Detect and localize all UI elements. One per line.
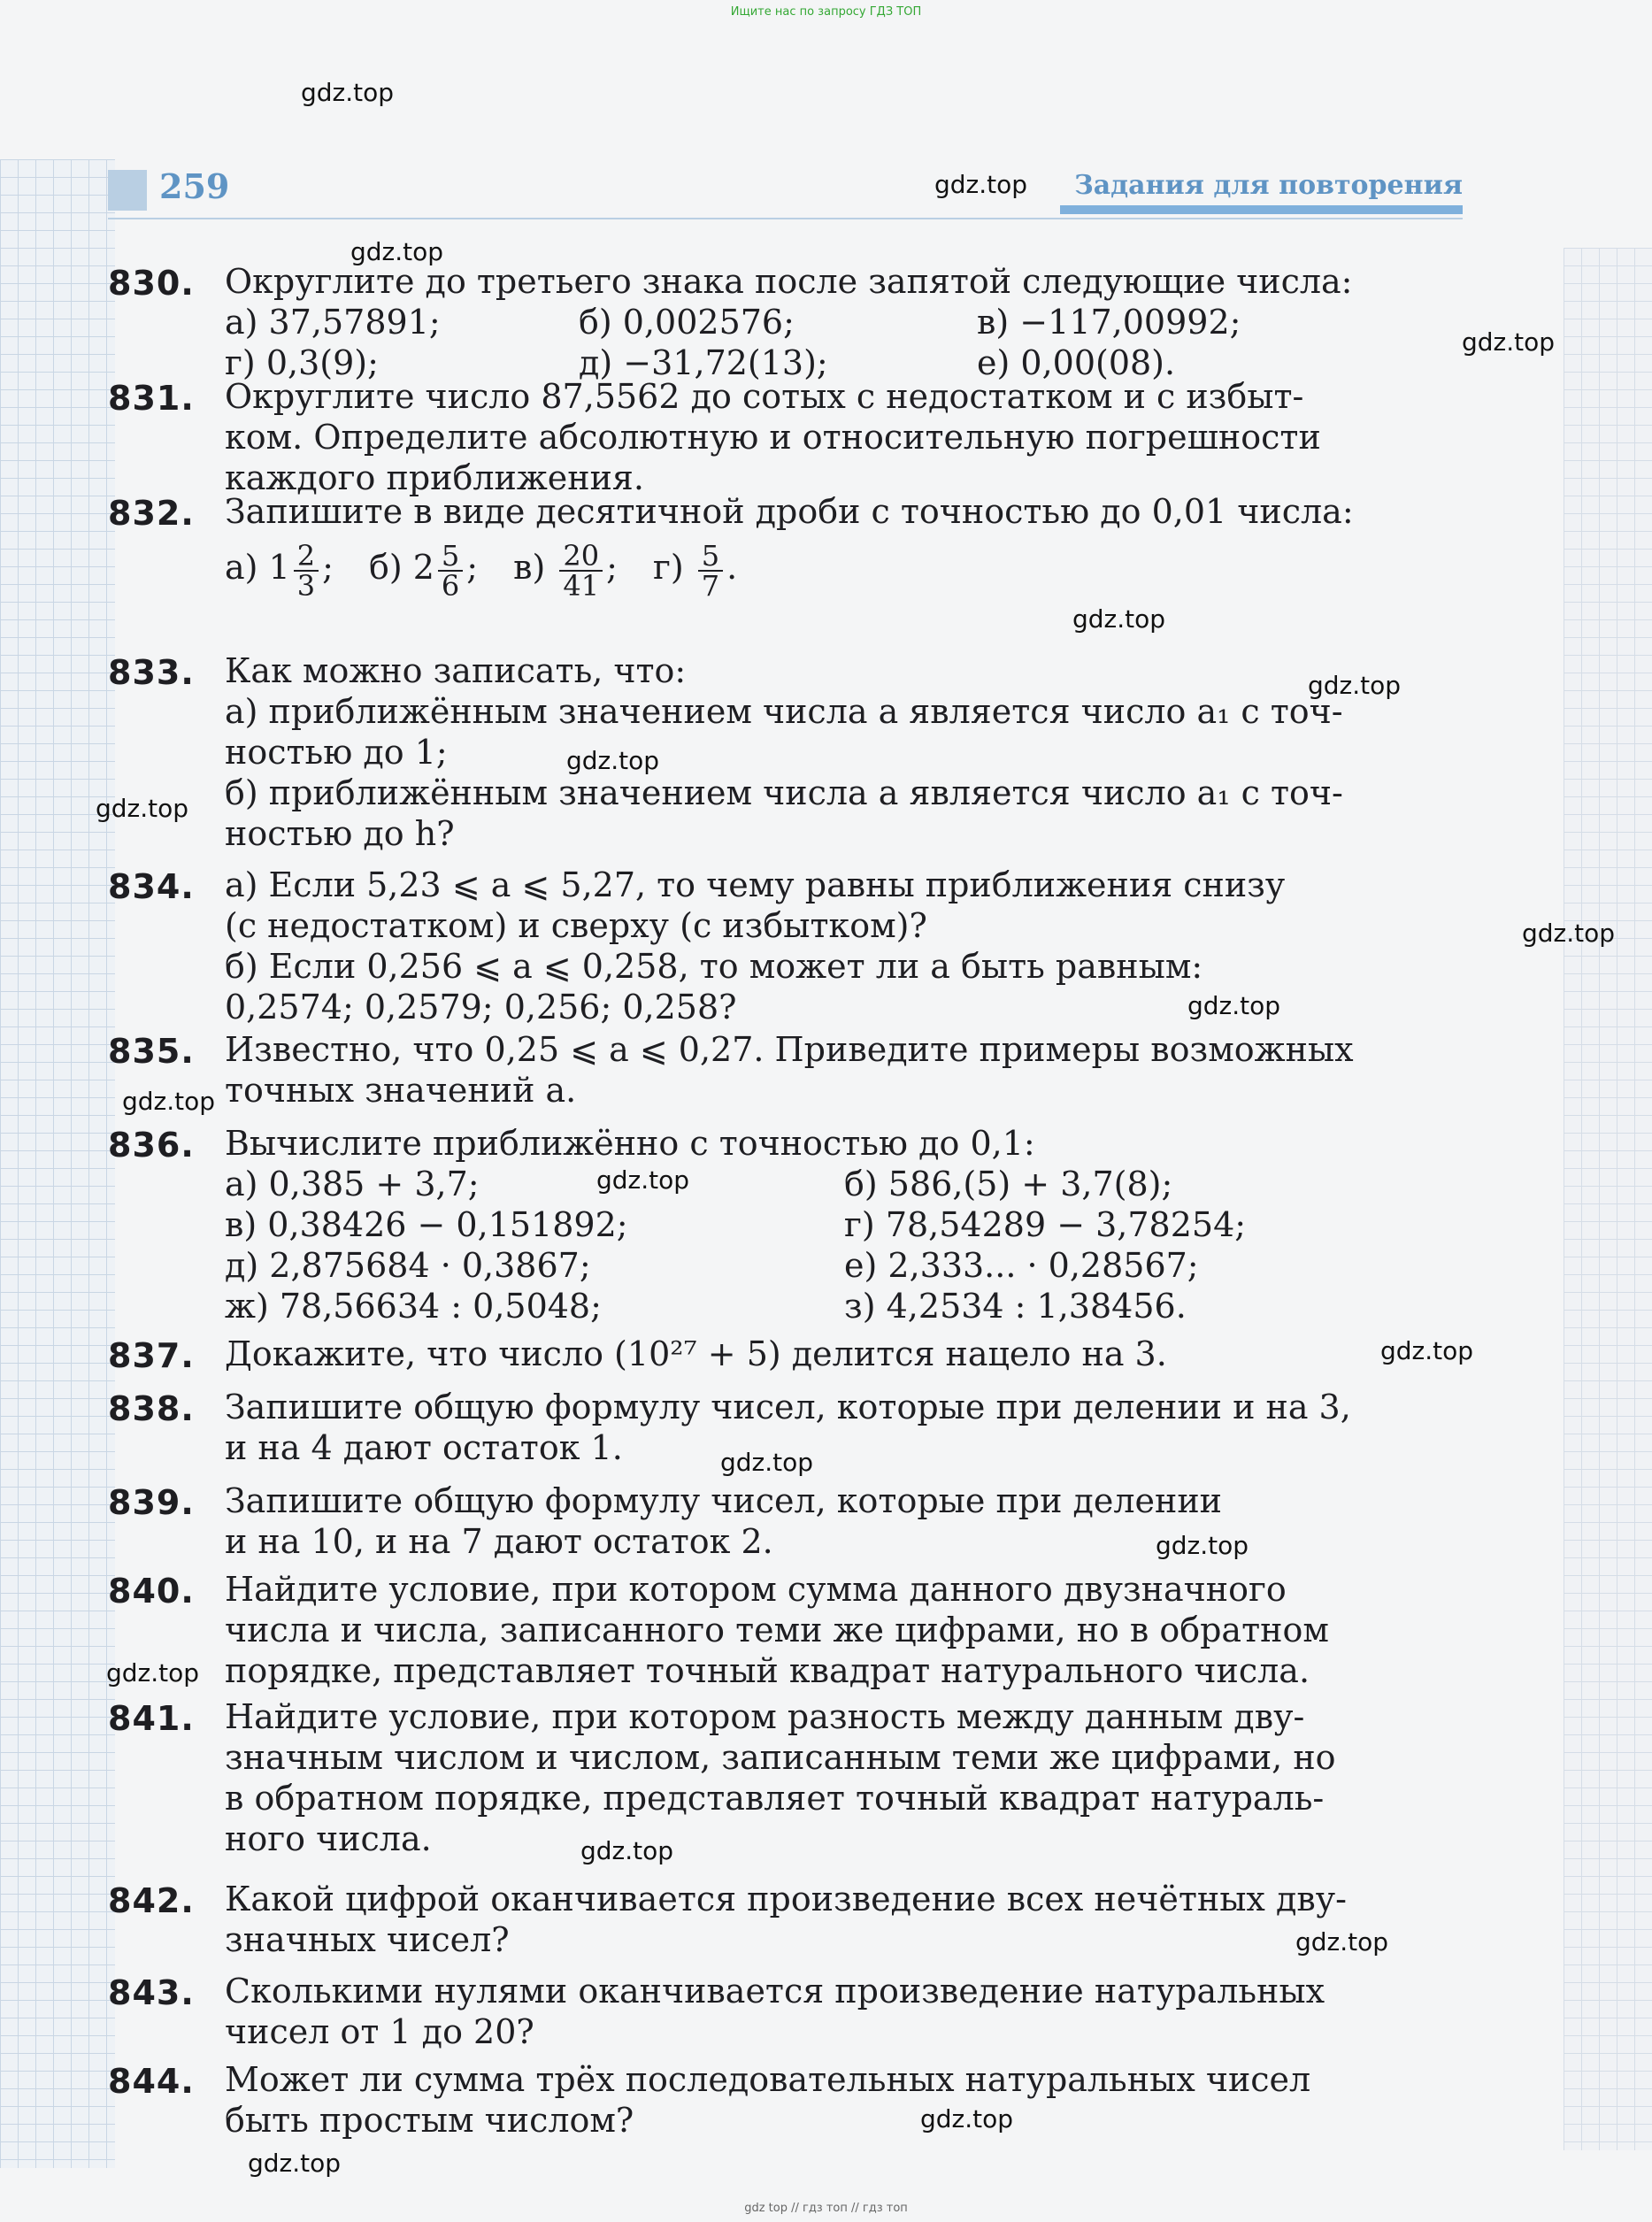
watermark-label: gdz.top — [1187, 991, 1281, 1020]
problem-line: в обратном порядке, представляет точный квадрат натураль- — [225, 1779, 1325, 1818]
problem-line: ного числа. — [225, 1819, 432, 1858]
problem-text — [225, 1879, 1464, 1960]
fraction-item — [652, 538, 738, 603]
problem-line: Найдите условие, при котором сумма данного двузначного — [225, 1570, 1287, 1609]
problem-line: Известно, что 0,25 ⩽ a ⩽ 0,27. Приведите примеры возможных — [225, 1030, 1354, 1069]
subitem: г) 0,3(9); — [225, 343, 379, 382]
problem-number: 842. — [108, 1881, 195, 1920]
watermark-label: gdz.top — [580, 1836, 674, 1865]
watermark-label: gdz.top — [1072, 604, 1166, 634]
numerator: 2 — [294, 542, 319, 572]
bottom-note: gdz top // гдз топ // гдз топ — [744, 2202, 908, 2215]
problem-text — [225, 1696, 1464, 1859]
watermark-label: gdz.top — [720, 1448, 814, 1477]
problem-line: каждого приближения. — [225, 458, 644, 497]
problem-line: точных значений a. — [225, 1071, 577, 1110]
problem-line: значных чисел? — [225, 1920, 510, 1959]
numerator: 5 — [698, 542, 723, 572]
problem-number: 835. — [108, 1032, 195, 1071]
subitem-row — [225, 1286, 1464, 1326]
watermark-label: gdz.top — [1156, 1531, 1249, 1560]
problem-line: ком. Определите абсолютную и относительную погрешности — [225, 418, 1321, 457]
watermark-label: gdz.top — [122, 1087, 216, 1116]
left-grid-margin — [0, 159, 115, 2168]
fraction-label: а) — [225, 548, 258, 587]
fraction — [559, 538, 603, 603]
denominator: 7 — [701, 568, 720, 603]
problem-number: 830. — [108, 264, 195, 303]
section-title: Задания для повторения — [1074, 170, 1463, 201]
problem-number: 836. — [108, 1126, 195, 1165]
watermark-label: gdz.top — [1522, 919, 1616, 948]
denominator: 6 — [441, 568, 460, 603]
problem-line: Какой цифрой оканчивается произведение всех нечётных дву- — [225, 1880, 1347, 1918]
fraction — [294, 538, 319, 603]
problem-line: Сколькими нулями оканчивается произведение натуральных — [225, 1972, 1325, 2011]
problem-line: Вычислите приближённо с точностью до 0,1: — [225, 1124, 1035, 1163]
problem-line: быть простым числом? — [225, 2101, 634, 2140]
problem-number: 831. — [108, 379, 195, 418]
subitem: е) 0,00(08). — [977, 343, 1176, 382]
denominator: 3 — [296, 568, 316, 603]
problem-text — [225, 1334, 1464, 1374]
fraction-separator: ; — [322, 548, 334, 587]
denominator: 41 — [563, 568, 600, 603]
problem-line: Может ли сумма трёх последовательных натуральных чисел — [225, 2060, 1311, 2099]
problem-line: Округлите число 87,5562 до сотых с недостатком и с избыт- — [225, 377, 1304, 416]
problem-text — [225, 491, 1464, 603]
problem-line: Запишите в виде десятичной дроби с точностью до 0,01 числа: — [225, 492, 1354, 531]
problem-line: и на 4 дают остаток 1. — [225, 1428, 623, 1467]
fraction-label: в) — [513, 548, 546, 587]
watermark-label: gdz.top — [248, 2149, 342, 2178]
subitem: б) 0,002576; — [579, 303, 795, 342]
problem-line: числа и числа, записанного теми же цифрами, но в обратном — [225, 1611, 1329, 1649]
page-number: 259 — [159, 166, 230, 206]
problem-line: а) приближённым значением числа a является число a₁ с точ- — [225, 692, 1343, 731]
problem-number: 832. — [108, 494, 195, 533]
subitem: е) 2,333... · 0,28567; — [844, 1246, 1199, 1285]
problem-number: 834. — [108, 867, 195, 906]
subitem: а) 0,385 + 3,7; — [225, 1165, 480, 1203]
problem-line: а) Если 5,23 ⩽ a ⩽ 5,27, то чему равны приближения снизу — [225, 865, 1286, 904]
problem-line: порядке, представляет точный квадрат натурального числа. — [225, 1651, 1310, 1690]
subitem: г) 78,54289 − 3,78254; — [844, 1205, 1247, 1244]
watermark-label: gdz.top — [350, 237, 444, 266]
problem-text — [225, 2059, 1464, 2141]
top-note: Ищите нас по запросу ГДЗ ТОП — [730, 5, 922, 19]
watermark-label: gdz.top — [106, 1658, 200, 1688]
numerator: 20 — [559, 542, 603, 572]
numerator: 5 — [438, 542, 463, 572]
problem-line: значным числом и числом, записанным теми же цифрами, но — [225, 1738, 1336, 1777]
problem-text — [225, 1480, 1464, 1562]
problem-text — [225, 1387, 1464, 1468]
subitem: ж) 78,56634 : 0,5048; — [225, 1287, 602, 1326]
header-bar — [1060, 205, 1463, 214]
fraction-item — [225, 538, 334, 603]
fraction-separator: ; — [466, 548, 479, 587]
problem-line: Округлите до третьего знака после запятой следующие числа: — [225, 262, 1353, 301]
watermark-label: gdz.top — [301, 78, 395, 107]
fraction — [698, 538, 723, 603]
watermark-label: gdz.top — [1462, 327, 1556, 357]
watermark-label: gdz.top — [96, 794, 189, 823]
fraction-separator: ; — [606, 548, 618, 587]
problem-line: Докажите, что число (10²⁷ + 5) делится нацело на 3. — [225, 1334, 1167, 1373]
problem-line: ностью до 1; — [225, 733, 448, 772]
watermark-label: gdz.top — [596, 1165, 690, 1195]
problem-text — [225, 1123, 1464, 1326]
problem-line: ностью до h? — [225, 814, 455, 853]
problem-number: 839. — [108, 1483, 195, 1522]
problem-number: 841. — [108, 1699, 195, 1738]
problem-line: Запишите общую формулу чисел, которые при делении — [225, 1481, 1223, 1520]
problem-text — [225, 1569, 1464, 1691]
fraction-separator: . — [726, 548, 738, 587]
problem-text — [225, 376, 1464, 498]
subitem-row — [225, 1204, 1464, 1245]
subitem: б) 586,(5) + 3,7(8); — [844, 1165, 1173, 1203]
problem-text — [225, 261, 1464, 383]
problem-number: 843. — [108, 1973, 195, 2012]
problem-number: 844. — [108, 2062, 195, 2101]
watermark-label: gdz.top — [1295, 1927, 1389, 1957]
subitem: д) −31,72(13); — [579, 343, 828, 382]
fraction-item — [513, 538, 618, 603]
subitem: в) 0,38426 − 0,151892; — [225, 1205, 628, 1244]
subitem-row — [225, 1164, 1464, 1204]
subitem-row — [225, 302, 1464, 342]
problem-line: (с недостатком) и сверху (с избытком)? — [225, 906, 927, 945]
watermark-label: gdz.top — [920, 2104, 1014, 2134]
subitem: в) −117,00992; — [977, 303, 1241, 342]
right-grid-margin — [1564, 248, 1652, 2150]
fraction-item — [368, 538, 479, 603]
problem-number: 838. — [108, 1389, 195, 1428]
fraction-label: г) — [652, 548, 684, 587]
problem-line: Найдите условие, при котором разность между данным дву- — [225, 1697, 1305, 1736]
problem-text — [225, 1971, 1464, 2052]
problem-line: и на 10, и на 7 дают остаток 2. — [225, 1522, 773, 1561]
problem-line: 0,2574; 0,2579; 0,256; 0,258? — [225, 988, 737, 1026]
problem-line: б) приближённым значением числа a является число a₁ с точ- — [225, 773, 1343, 812]
problem-number: 837. — [108, 1336, 195, 1375]
subitem: д) 2,875684 · 0,3867; — [225, 1246, 591, 1285]
fraction-whole: 2 — [412, 548, 434, 587]
subitem: а) 37,57891; — [225, 303, 441, 342]
fraction — [438, 538, 463, 603]
fraction-whole: 1 — [268, 548, 290, 587]
watermark-label: gdz.top — [1380, 1336, 1474, 1365]
problem-text — [225, 650, 1464, 854]
problem-line: Как можно записать, что: — [225, 651, 687, 690]
fraction-row — [225, 532, 1464, 603]
problem-line: чисел от 1 до 20? — [225, 2012, 534, 2051]
watermark-label: gdz.top — [934, 170, 1028, 199]
subitem-row — [225, 1245, 1464, 1286]
problem-text — [225, 1029, 1464, 1111]
fraction-label: б) — [368, 548, 403, 587]
problem-number: 840. — [108, 1572, 195, 1611]
problem-number: 833. — [108, 653, 195, 692]
watermark-label: gdz.top — [1308, 671, 1402, 700]
watermark-label: gdz.top — [566, 746, 660, 775]
problem-line: Запишите общую формулу чисел, которые при делении и на 3, — [225, 1388, 1351, 1426]
page-number-box — [108, 170, 147, 211]
problem-line: б) Если 0,256 ⩽ a ⩽ 0,258, то может ли a быть равным: — [225, 947, 1203, 986]
header-rule — [108, 218, 1463, 219]
subitem: з) 4,2534 : 1,38456. — [844, 1287, 1187, 1326]
